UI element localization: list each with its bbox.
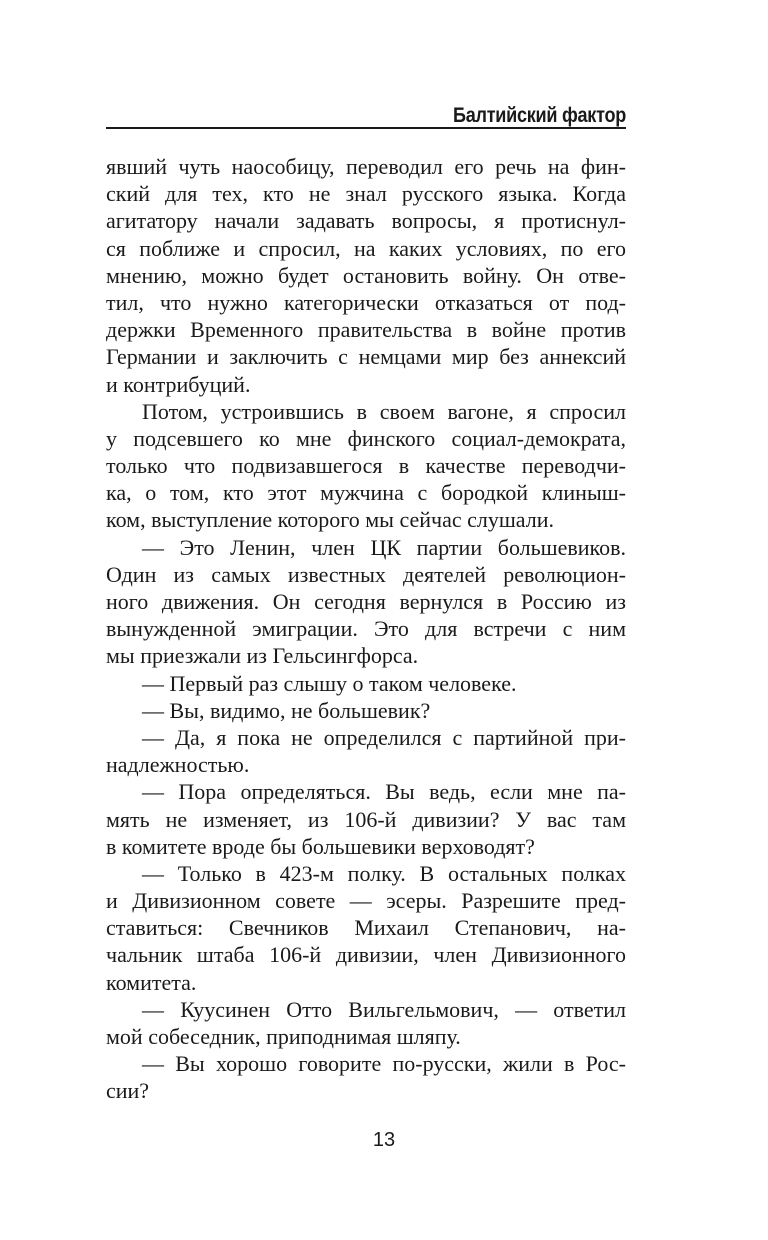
text-line: ставиться: Свечников Михаил Степанович, на-: [106, 915, 626, 941]
text-line: только что подвизавшегося в качестве переводчи-: [106, 453, 626, 479]
text-line: явший чуть наособицу, переводил его речь на фин-: [106, 154, 626, 179]
text-line: надлежностью.: [106, 752, 250, 778]
text-line: у подсевшего ко мне финского социал-демократа,: [106, 425, 626, 451]
text-line: — Да, я пока не определился с партийной при-: [142, 724, 626, 750]
body-text: [106, 153, 626, 1105]
running-head-title: Балтийский фактор: [452, 104, 626, 127]
text-line: держки Временного правительства в войне против: [106, 317, 626, 343]
header-rule: [106, 127, 626, 129]
text-line: ного движения. Он сегодня вернулся в Россию из: [106, 589, 626, 614]
text-line: ся поближе и спросил, на каких условиях, по его: [106, 235, 626, 261]
text-line: тил, что нужно категорически отказаться от под-: [106, 289, 626, 315]
text-line: мы приезжали из Гельсингфорса.: [106, 643, 419, 669]
text-line: комитета.: [106, 969, 197, 995]
text-line: мнению, можно будет остановить войну. Он отве-: [106, 262, 626, 288]
text-line: мой собеседник, приподнимая шляпу.: [106, 1024, 461, 1049]
text-line: мять не изменяет, из 106-й дивизии? У вас там: [106, 806, 626, 832]
text-line: — Вы хорошо говорите по-русски, жили в Рос-: [142, 1051, 626, 1077]
text-line: ка, о том, кто этот мужчина с бородкой клиныш-: [106, 480, 626, 506]
text-line: и Дивизионном совете — эсеры. Разрешите пред-: [106, 888, 626, 914]
text-line: Один из самых известных деятелей революцион-: [106, 561, 626, 587]
text-line: в комитете вроде бы большевики верховодят?: [106, 833, 535, 859]
text-line: Потом, устроившись в своем вагоне, я спросил: [142, 398, 626, 424]
text-line: чальник штаба 106-й дивизии, член Дивизионного: [106, 942, 626, 968]
text-line: — Только в 423-м полку. В остальных полках: [142, 860, 626, 886]
text-line: ком, выступление которого мы сейчас слушали.: [106, 507, 555, 533]
text-line: — Вы, видимо, не большевик?: [142, 697, 431, 723]
text-line: Германии и заключить с немцами мир без аннексий: [106, 344, 626, 370]
text-line: — Куусинен Отто Вильгельмович, — ответил: [142, 996, 626, 1022]
text-line: вынужденной эмиграции. Это для встречи с ним: [106, 616, 626, 642]
text-line: — Это Ленин, член ЦК партии большевиков.: [142, 534, 626, 560]
text-line: сии?: [106, 1078, 150, 1104]
text-line: — Первый раз слышу о таком человеке.: [142, 670, 517, 696]
text-line: ский для тех, кто не знал русского языка. Когда: [106, 181, 626, 207]
text-line: агитатору начали задавать вопросы, я протиснул-: [106, 208, 626, 234]
text-line: — Пора определяться. Вы ведь, если мне па-: [142, 779, 626, 805]
page-number: 13: [372, 1129, 396, 1151]
text-line: и контрибуций.: [106, 371, 251, 397]
